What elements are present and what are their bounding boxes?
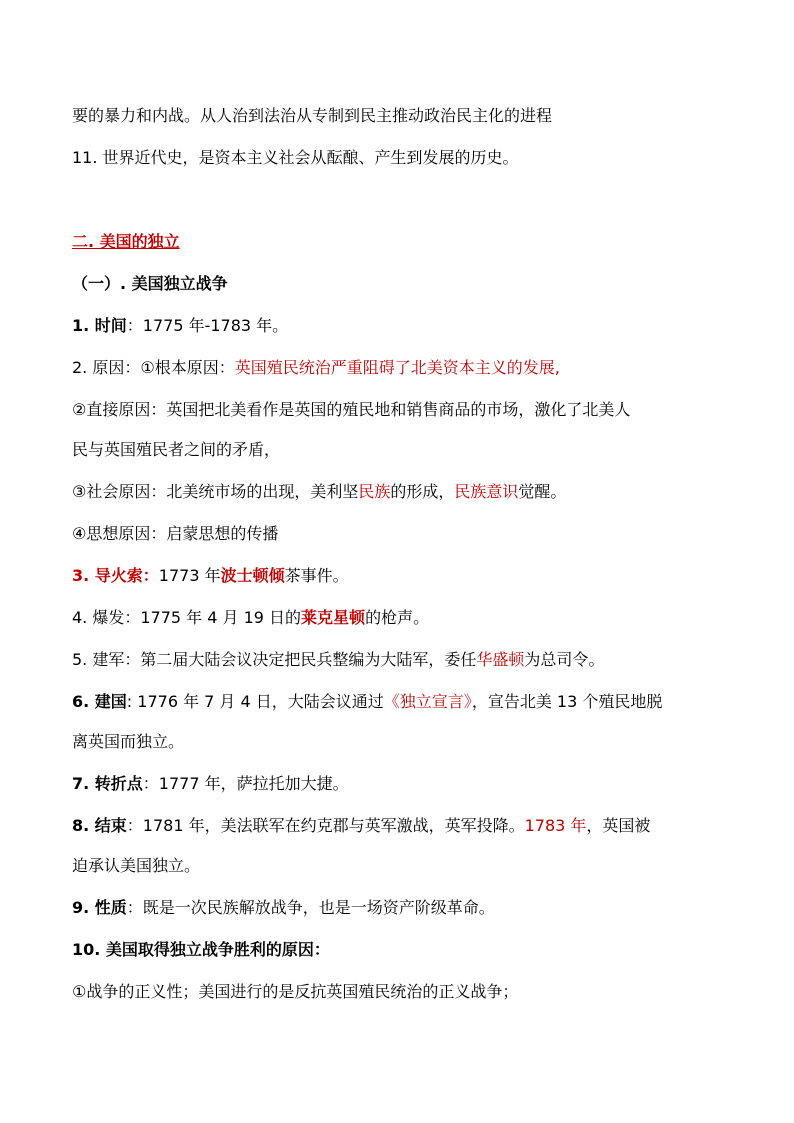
text-segment: 11. 世界近代史，是资本主义社会从酝酿、产生到发展的历史。 bbox=[72, 148, 519, 167]
text-segment: 茶事件。 bbox=[284, 566, 349, 585]
text-segment: ：既是一次民族解放战争，也是一场资产阶级革命。 bbox=[126, 898, 495, 917]
text-line bbox=[72, 524, 732, 544]
text-segment: 1773 年 bbox=[158, 566, 221, 585]
text-segment: ，宣告北美 13 个殖民地脱 bbox=[471, 692, 663, 711]
text-segment: 的形成， bbox=[390, 482, 455, 501]
text-segment: 英国殖民统治严重阻碍了北美资本主义的发展, bbox=[234, 358, 560, 377]
text-line bbox=[72, 106, 732, 126]
text-line bbox=[72, 692, 732, 712]
text-line bbox=[72, 982, 732, 1002]
text-segment: ②直接原因：英国把北美看作是英国的殖民地和销售商品的市场，激化了北美人 bbox=[72, 400, 631, 419]
subsection-heading bbox=[72, 274, 732, 294]
text-segment: 1783 年 bbox=[524, 816, 587, 835]
text-segment: 二. 美国的独立 bbox=[72, 232, 180, 251]
text-segment: 要的暴力和内战。从人治到法治从专制到民主推动政治民主化的进程 bbox=[72, 106, 553, 125]
text-segment: 5. 建军：第二届大陆会议决定把民兵整编为大陆军，委任 bbox=[72, 650, 477, 669]
text-segment: 迫承认美国独立。 bbox=[72, 856, 201, 875]
text-segment: 8. 结束 bbox=[72, 816, 127, 835]
text-segment: 7. 转折点 bbox=[72, 774, 143, 793]
text-segment: ：1777 年，萨拉托加大捷。 bbox=[142, 774, 349, 793]
text-segment: 民族 bbox=[358, 482, 391, 501]
text-segment: 华盛顿 bbox=[476, 650, 525, 669]
text-line bbox=[72, 774, 732, 794]
text-segment: 为总司令。 bbox=[524, 650, 605, 669]
text-segment: 民与英国殖民者之间的矛盾， bbox=[72, 440, 281, 459]
text-segment: 2. 原因：①根本原因： bbox=[72, 358, 235, 377]
text-segment: ：1781 年，美法联军在约克郡与英军激战，英军投降。 bbox=[126, 816, 525, 835]
text-segment: 3. 导火索： bbox=[72, 566, 159, 585]
text-segment: 6. 建国 bbox=[72, 692, 127, 711]
text-segment: 波士顿倾 bbox=[220, 566, 285, 585]
text-segment: 离英国而独立。 bbox=[72, 732, 185, 751]
text-segment: 1. 时间 bbox=[72, 316, 127, 335]
text-line bbox=[72, 856, 732, 876]
text-segment: 的枪声。 bbox=[365, 608, 430, 627]
text-line bbox=[72, 816, 732, 836]
text-segment: 《独立宣言》 bbox=[383, 692, 472, 711]
text-segment: 莱克星顿 bbox=[301, 608, 366, 627]
text-segment: 4. 爆发：1775 年 4 月 19 日的 bbox=[72, 608, 302, 627]
text-segment: 觉醒。 bbox=[518, 482, 567, 501]
text-segment: : 1776 年 7 月 4 日，大陆会议通过 bbox=[126, 692, 384, 711]
text-line bbox=[72, 358, 732, 378]
text-segment: ④思想原因：启蒙思想的传播 bbox=[72, 524, 279, 543]
text-segment: ，英国被 bbox=[586, 816, 651, 835]
text-line bbox=[72, 148, 732, 168]
text-line bbox=[72, 650, 732, 670]
text-line bbox=[72, 940, 732, 960]
text-segment: （一）. 美国独立战争 bbox=[72, 274, 228, 293]
text-line bbox=[72, 608, 732, 628]
text-segment: ：1775 年-1783 年。 bbox=[126, 316, 289, 335]
text-line bbox=[72, 482, 732, 502]
text-segment: ③社会原因：北美统市场的出现，美利坚 bbox=[72, 482, 359, 501]
text-segment: 9. 性质 bbox=[72, 898, 127, 917]
section-heading bbox=[72, 232, 732, 252]
text-line bbox=[72, 440, 732, 460]
text-segment: 10. 美国取得独立战争胜利的原因： bbox=[72, 940, 330, 959]
text-line bbox=[72, 566, 732, 586]
text-line bbox=[72, 316, 732, 336]
text-segment: ①战争的正义性；美国进行的是反抗英国殖民统治的正义战争； bbox=[72, 982, 519, 1001]
text-line bbox=[72, 732, 732, 752]
text-line bbox=[72, 400, 732, 420]
text-line bbox=[72, 898, 732, 918]
text-segment: 民族意识 bbox=[454, 482, 519, 501]
